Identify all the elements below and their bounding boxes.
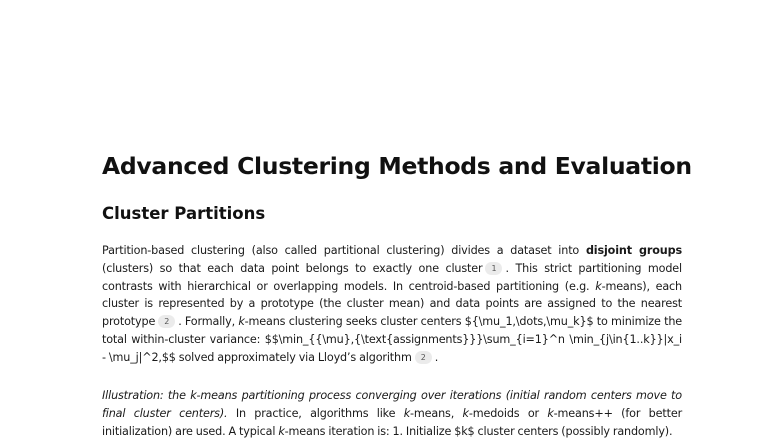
text-run: In practice, algorithms like: [227, 406, 404, 420]
italic-k: k: [462, 406, 469, 420]
text-run: -medoids or: [468, 406, 548, 420]
text-run: -means iteration is: 1. Initialize $k$ cluster centers (possibly randomly).: [284, 424, 673, 438]
italic-k: k: [403, 406, 411, 420]
text-run: -means), each cluster is represented by a prototype (the cluster mean) and data points are assigned to the nearest prototype: [102, 279, 682, 329]
italic-k: k: [278, 424, 285, 438]
illustration-caption: Illustration: the k-means partitioning process converging over iterations (initial random centers move to final cluster centers).: [102, 389, 682, 420]
text-run: . This strict partitioning model contrasts with hierarchical or overlapping models. In centroid-based partitioning (e.g.: [102, 261, 682, 293]
footnote-ref-2[interactable]: 2: [158, 315, 175, 328]
paragraph-illustration: [102, 387, 682, 440]
footnote-ref-2b[interactable]: 2: [415, 351, 432, 364]
italic-k: k: [595, 279, 602, 293]
text-run: Partition-based clustering (also called partitional clustering) divides a dataset into: [102, 244, 586, 257]
section-heading: Cluster Partitions: [102, 204, 266, 223]
footnote-ref-1[interactable]: 1: [485, 262, 502, 275]
text-run: .: [434, 350, 439, 364]
italic-k: k: [547, 406, 554, 420]
italic-k: k: [238, 315, 245, 329]
text-run: . Formally,: [178, 315, 239, 329]
text-run: -means++ (for better initialization) are used. A typical: [102, 406, 683, 438]
text-run: (clusters) so that each data point belongs to exactly one cluster: [102, 261, 483, 275]
text-run: -means,: [410, 406, 463, 420]
paragraph-partitions: [102, 242, 682, 367]
text-run: -means clustering seeks cluster centers ${\mu_1,\dots,\mu_k}$ to minimize the total within-cluster variance: $$\min_{{\mu},{\text{assignments}}}\sum_{i=1}^n \min_{j\in{1..k}}|x_i - \mu_j|^2,$$ solved approximately via Lloyd’s algorithm: [102, 315, 682, 364]
page-title: Advanced Clustering Methods and Evaluation: [102, 152, 692, 180]
bold-term: disjoint groups: [585, 244, 682, 257]
